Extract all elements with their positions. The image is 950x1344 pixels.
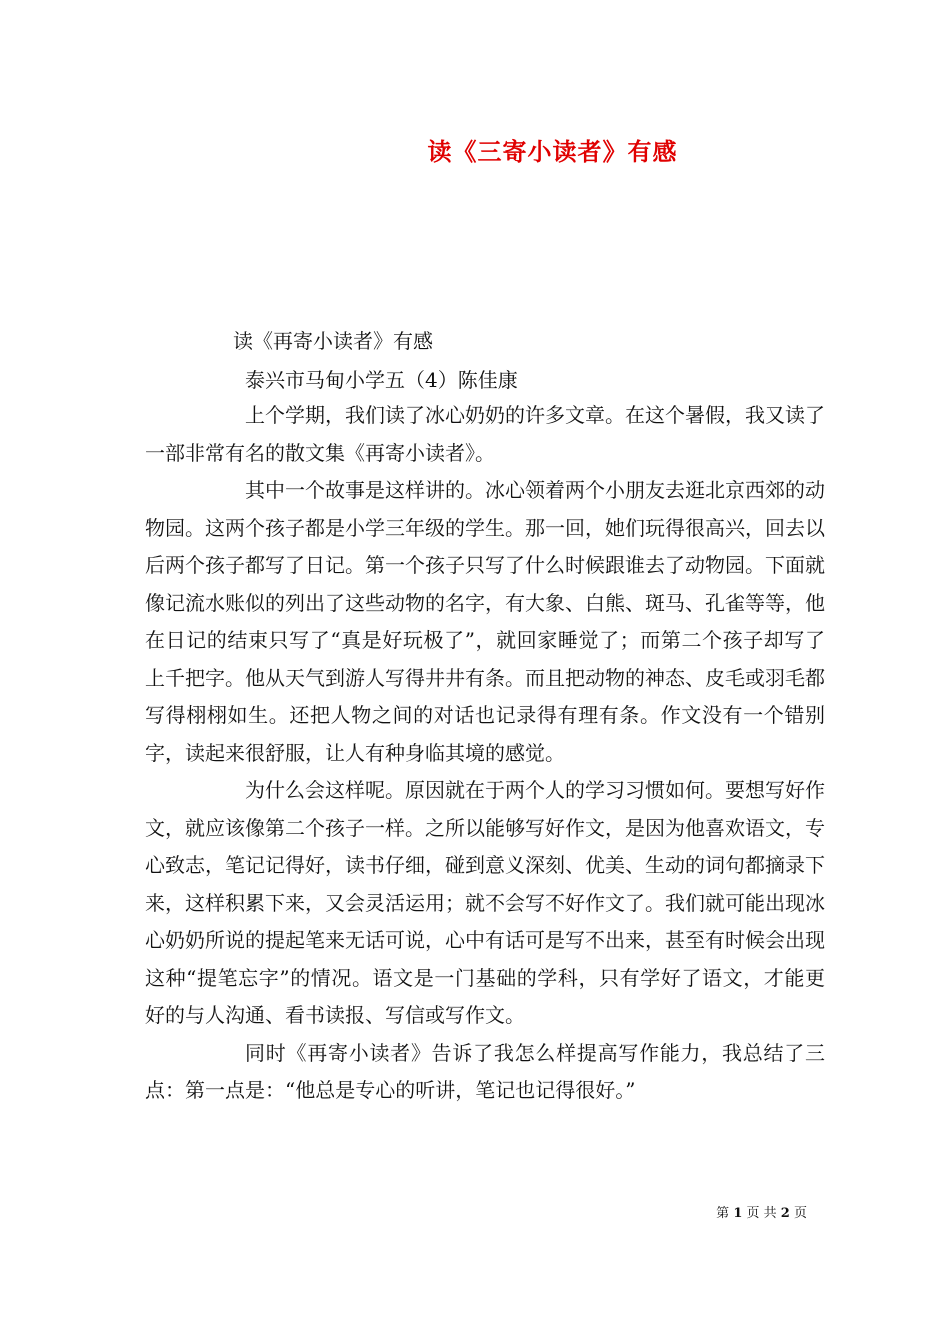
page-footer — [0, 1206, 807, 1222]
author-line: 泰兴市马甸小学五（4）陈佳康 — [245, 368, 518, 392]
footer-suffix: 页 — [793, 1206, 807, 1221]
paragraph-1: 上个学期，我们读了冰心奶奶的许多文章。在这个暑假，我又读了一部非常有名的散文集《再寄小读者》。 — [145, 403, 825, 465]
footer-prefix: 第 — [716, 1206, 730, 1221]
paragraph-2: 其中一个故事是这样讲的。冰心领着两个小朋友去逛北京西郊的动物园。这两个孩子都是小学三年级的学生。那一回，她们玩得很高兴，回去以后两个孩子都写了日记。第一个孩子只写了什么时候跟谁去了动物园。下面就像记流水账似的列出了这些动物的名字，有大象、白熊、斑马、孔雀等等，他在日记的结束只写了“真是好玩极了”，就回家睡觉了；而第二个孩子却写了上千把字。他从天气到游人写得井井有条。而且把动物的神态、皮毛或羽毛都写得栩栩如生。还把人物之间的对话也记录得有理有条。作文没有一个错别字，读起来很舒服，让人有种身临其境的感觉。 — [145, 478, 825, 765]
footer-middle: 页 共 — [746, 1206, 777, 1221]
current-page-number: 1 — [733, 1206, 743, 1221]
paragraph-4: 同时《再寄小读者》告诉了我怎么样提高写作能力，我总结了三点：第一点是：“他总是专心的听讲，笔记也记得很好。” — [145, 1040, 825, 1102]
document-title: 读《三寄小读者》有感 — [427, 137, 678, 166]
paragraph-3: 为什么会这样呢。原因就在于两个人的学习习惯如何。要想写好作文，就应该像第二个孩子一样。之所以能够写好作文，是因为他喜欢语文，专心致志，笔记记得好，读书仔细，碰到意义深刻、优美、生动的词句都摘录下来，这样积累下来，又会灵活运用；就不会写不好作文了。我们就可能出现冰心奶奶所说的提起笔来无话可说，心中有话可是写不出来，甚至有时候会出现这种“提笔忘字”的情况。语文是一门基础的学科，只有学好了语文，才能更好的与人沟通、看书读报、写信或写作文。 — [145, 778, 825, 1027]
article-subtitle: 读《再寄小读者》有感 — [233, 329, 433, 353]
total-pages-number: 2 — [780, 1206, 790, 1221]
article-body — [145, 397, 825, 1110]
